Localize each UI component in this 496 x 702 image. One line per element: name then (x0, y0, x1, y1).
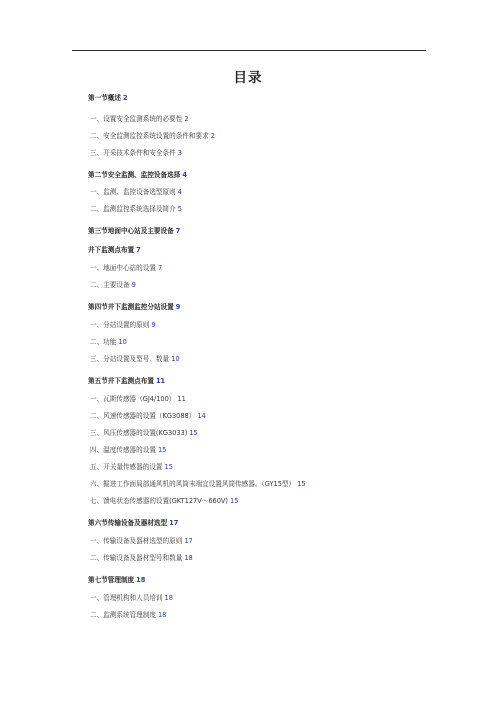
toc-entry-text: 第五节井下监测点布置 (88, 377, 154, 385)
toc-entry-text: 二、功能 (90, 338, 117, 346)
toc-item-entry[interactable] (90, 320, 156, 330)
toc-page-number: 2 (184, 115, 189, 123)
toc-page-number: 3 (177, 149, 182, 157)
toc-section-entry[interactable] (88, 575, 145, 585)
toc-entry-text: 第一节概述 (88, 94, 121, 102)
toc-entry-text: 一、管理机构和人员培训 (90, 594, 163, 602)
toc-section-entry[interactable] (88, 376, 165, 386)
toc-item-entry[interactable] (90, 411, 206, 421)
toc-page-number: 18 (157, 611, 167, 619)
toc-item-entry[interactable] (90, 204, 182, 214)
toc-entry-text: 一、监测、监控设备选型原则 (90, 188, 176, 196)
toc-entry-text: 二、风速传感器的设置（KG3088） (90, 412, 196, 420)
toc-entry-text: 二、传输设备及器材型号和数量 (90, 554, 183, 562)
toc-item-entry[interactable] (90, 553, 193, 563)
toc-entry-text: 第七节管理制度 (88, 576, 135, 584)
toc-page-number: 7 (136, 246, 141, 254)
toc-entry-text: 一、瓦斯传感器（GJ4/100） (90, 395, 176, 403)
toc-section-entry[interactable] (88, 518, 178, 528)
toc-item-entry[interactable] (90, 114, 189, 124)
toc-item-entry[interactable] (90, 280, 136, 290)
toc-item-entry[interactable] (90, 354, 180, 364)
toc-page-number: 2 (210, 132, 215, 140)
toc-item-entry[interactable] (90, 496, 238, 506)
toc-entry-text: 第二节安全监测、监控设备选择 (88, 171, 181, 179)
toc-item-entry[interactable] (90, 593, 173, 603)
toc-page-number: 11 (155, 377, 166, 385)
toc-entry-text: 三、分站设置及型号、数量 (90, 355, 170, 363)
toc-page-number: 14 (197, 412, 206, 420)
toc-page-number: 15 (297, 480, 306, 488)
toc-page-number: 4 (177, 188, 182, 196)
toc-entry-text: 四、温度传感器的设置 (90, 446, 156, 454)
toc-page-number: 7 (175, 227, 181, 235)
toc-page-number: 15 (164, 463, 173, 471)
toc-item-entry[interactable] (90, 394, 186, 404)
toc-page-number: 18 (164, 594, 173, 602)
toc-entry-text: 二、安全监测监控系统设置的条件和要求 (90, 132, 209, 140)
toc-page-number: 15 (157, 446, 167, 454)
toc-entry-text: 一、分站设置的原则 (90, 321, 150, 329)
toc-page-number: 18 (184, 554, 193, 562)
toc-page-number: 5 (177, 205, 182, 213)
toc-section-entry[interactable] (88, 93, 128, 103)
toc-page-number: 11 (177, 395, 186, 403)
toc-entry-text: 六、掘进工作面局部通风机的风筒末端宜设置风筒传感器。（GY15型） (90, 480, 296, 488)
toc-page-number: 2 (122, 94, 128, 102)
toc-entry-text: 第四节井下监测监控分站设置 (88, 303, 174, 311)
toc-entry-text: 一、设置安全监测系统的必要性 (90, 115, 183, 123)
toc-entry-text: 七、馈电状态传感器的设置(GKT127V～660V) (90, 497, 229, 505)
toc-page-number: 7 (157, 264, 163, 272)
toc-item-entry[interactable] (90, 536, 193, 546)
toc-entry-text: 第六节传输设备及器材选型 (88, 519, 168, 527)
toc-item-entry[interactable] (90, 462, 173, 472)
toc-item-entry[interactable] (90, 148, 182, 158)
toc-entry-text: 第三节地面中心站及主要设备 (88, 227, 174, 235)
toc-entry-text: 五、开关量传感器的设置 (90, 463, 163, 471)
toc-entry-text: 二、主要设备 (90, 281, 130, 289)
toc-entry-text: 二、监测监控系统选择及简介 (90, 205, 176, 213)
toc-page-number: 18 (136, 576, 146, 584)
toc-item-entry[interactable] (90, 428, 198, 438)
toc-entry-text: 三、风压传感器的设置(KG3033) (90, 429, 188, 437)
toc-item-entry[interactable] (90, 479, 306, 489)
toc-entry-text: 三、开采技术条件和安全条件 (90, 149, 176, 157)
toc-page-number: 4 (182, 171, 187, 179)
toc-page-number: 17 (169, 519, 179, 527)
toc-section-entry[interactable] (88, 226, 180, 236)
toc-section-entry[interactable] (88, 245, 141, 255)
toc-entry-text: 一、地面中心站的设置 (90, 264, 156, 272)
toc-item-entry[interactable] (90, 445, 166, 455)
toc-page-number: 9 (131, 281, 136, 289)
toc-item-entry[interactable] (90, 131, 215, 141)
toc-item-entry[interactable] (90, 263, 162, 273)
toc-page-number: 9 (151, 321, 156, 329)
toc-entry-text: 二、监测系统管理制度 (90, 611, 156, 619)
toc-page-number: 9 (175, 303, 181, 311)
toc-page-number: 10 (171, 355, 180, 363)
toc-section-entry[interactable] (88, 302, 180, 312)
toc-page-number: 15 (230, 497, 239, 505)
toc-item-entry[interactable] (90, 337, 127, 347)
toc-page-number: 17 (184, 537, 193, 545)
toc-item-entry[interactable] (90, 187, 182, 197)
toc-page-number: 10 (118, 338, 127, 346)
toc-entry-text: 井下监测点布置 (88, 246, 135, 254)
toc-page-number: 15 (189, 429, 198, 437)
toc-section-entry[interactable] (88, 170, 187, 180)
toc-item-entry[interactable] (90, 610, 166, 620)
toc-title: 目录 (233, 70, 263, 86)
header-rule (72, 50, 426, 51)
toc-entry-text: 一、传输设备及器材选型的原则 (90, 537, 183, 545)
